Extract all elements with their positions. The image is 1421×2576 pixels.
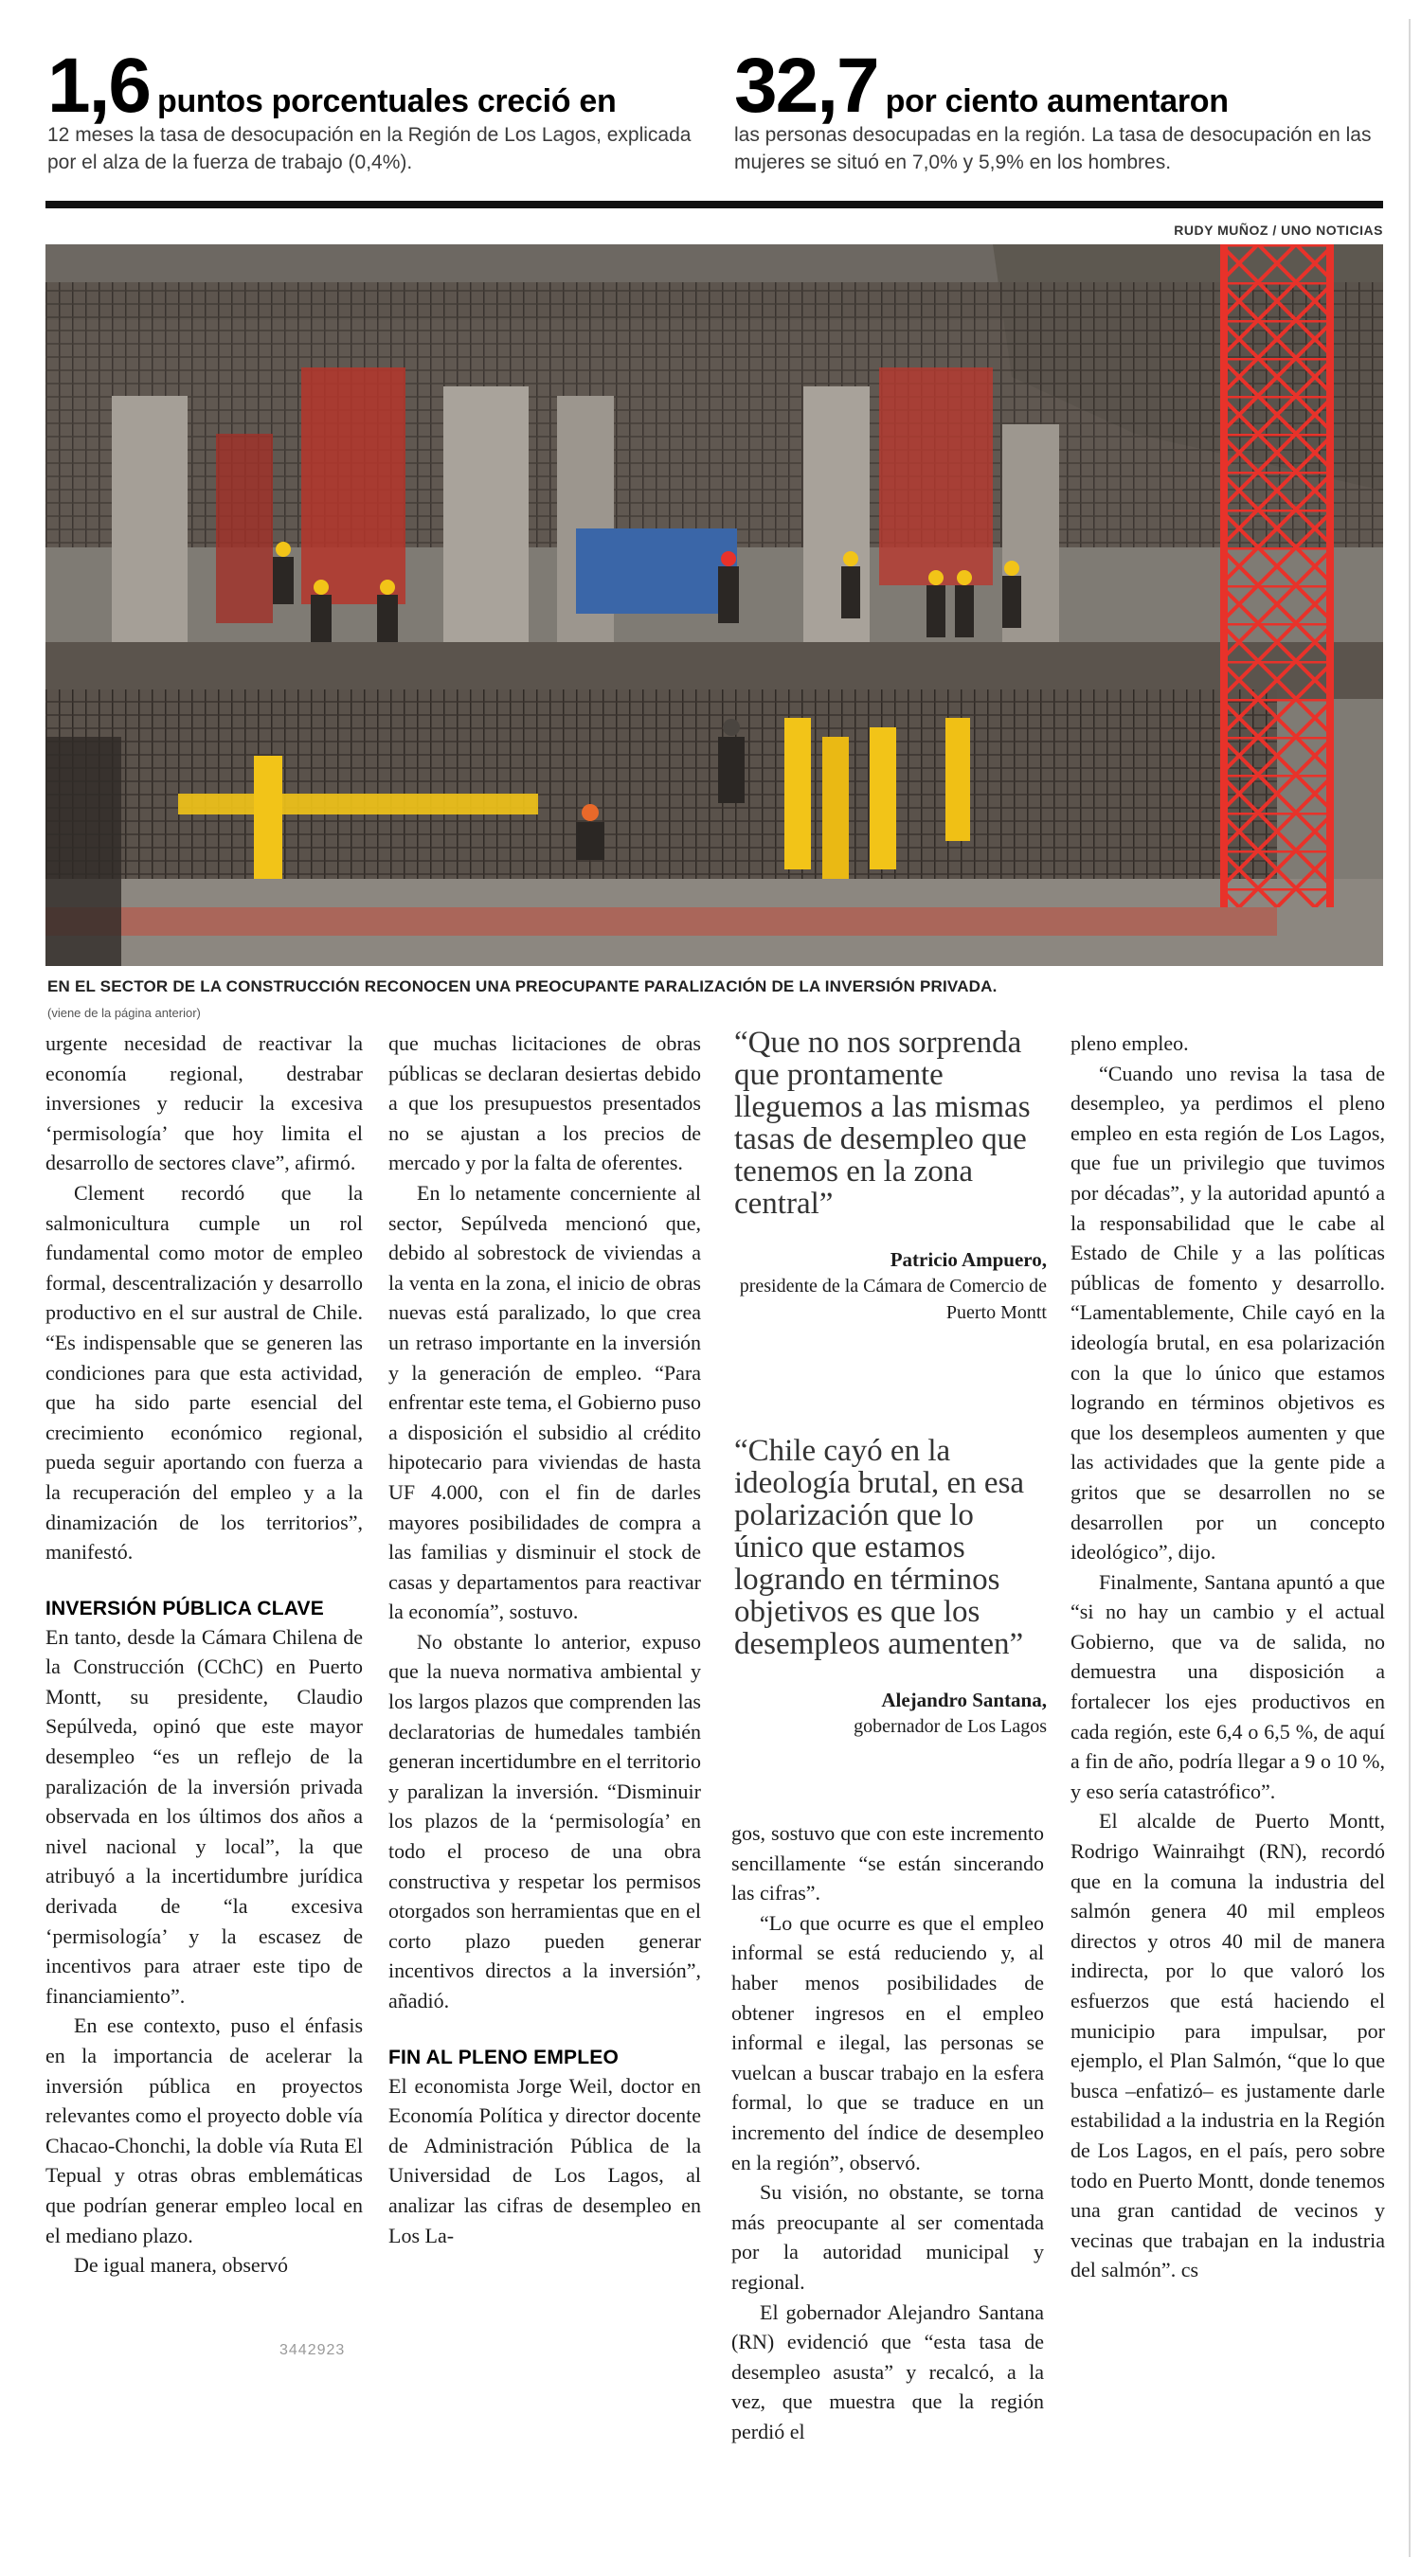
paragraph: “Lo que ocurre es que el empleo informal se está reduciendo y, al haber menos posibilidades de obtener ingresos en el empleo informal e ilegal, las personas se vuelcan a buscar trabajo en la esfera formal, lo que se traduce en un incremento del índice de desempleo en la región”, observó. xyxy=(731,1910,1044,2174)
quote-text: “Que no nos sorprenda que prontamente lleguemos a las mismas tasas de desempleo que tenemos en la zona central” xyxy=(734,1026,1031,1221)
paragraph: En tanto, desde la Cámara Chilena de la Construcción (CChC) en Puerto Montt, su presidente, Claudio Sepúlveda, opinó que este mayor desempleo “es un reflejo de la paralización de la inversión privada observada en los últimos dos años a nivel nacional y local”, la que atribuyó a la incertidumbre jurídica derivada de “la excesiva ‘permisología’ y la escasez de incentivos para atraer este tipo de financiamiento”. xyxy=(45,1624,363,2008)
article-column-4 xyxy=(1070,1029,1385,2285)
stat-label: puntos porcentuales creció en xyxy=(157,83,617,119)
end-mark: cs xyxy=(1180,2258,1199,2282)
subheading: FIN AL PLENO EMPLEO xyxy=(388,2046,619,2068)
quote-text: “Chile cayó en la ideología brutal, en esa polarización que lo único que estamos logrando en términos objetivos es que los desempleos aumenten” xyxy=(734,1434,1025,1661)
stat-label: por ciento aumentaron xyxy=(885,83,1229,119)
paragraph: El gobernador Alejandro Santana (RN) evidenció que “esta tasa de desempleo asusta” y recalcó, a la vez, que muestra que la región perdió el xyxy=(731,2299,1044,2443)
header-rule xyxy=(45,201,1383,208)
paragraph: El economista Jorge Weil, doctor en Economía Política y director docente de Administración Pública de la Universidad de Los Lagos, al analizar las cifras de desempleo en Los La- xyxy=(388,2073,701,2247)
pull-quote-ampuero xyxy=(734,1027,1047,1326)
paragraph: Clement recordó que la salmonicultura cumple un rol fundamental como motor de empleo formal, descentralización y desarrollo productivo en el sur austral de Chile. “Es indispensable que se generen las condiciones para que esta actividad, que ha sido parte esencial del crecimiento económico regional, pueda seguir aportando con fuerza a la recuperación del empleo y a la dinamización de los territorios”, manifestó. xyxy=(45,1180,363,1565)
continued-note: (viene de la página anterior) xyxy=(47,1006,201,1020)
quote-role: gobernador de Los Lagos xyxy=(854,1716,1047,1737)
pull-quote-santana xyxy=(734,1435,1047,1740)
quote-role: presidente de la Cámara de Comercio de Puerto Montt xyxy=(739,1276,1047,1323)
stat-number: 32,7 xyxy=(734,43,878,129)
stat-block-unemployment-rate xyxy=(47,43,692,176)
paragraph xyxy=(1070,1806,1385,2285)
article-column-1 xyxy=(45,1029,363,2281)
paragraph: En lo netamente concerniente al sector, Sepúlveda mencionó que, debido al sobrestock de viviendas a la venta en la zona, el inicio de obras nuevas está paralizado, lo que crea un retraso importante en la inversión y la generación de empleo. “Para enfrentar este tema, el Gobierno puso a disposición el subsidio al crédito hipotecario para viviendas de hasta UF 4.000, con el fin de darles mayores posibilidades de compra a las familias y disminuir el stock de casas y departamentos para reactivar la economía”, sostuvo. xyxy=(388,1180,701,1624)
page-margin-rule xyxy=(1409,19,1411,2557)
article-column-3 xyxy=(731,1818,1044,2446)
stat-description: las personas desocupadas en la región. La tasa de desocupación en las mujeres se situó en 7,0% y 5,9% en los hombres. xyxy=(734,124,1372,173)
subheading: INVERSIÓN PÚBLICA CLAVE xyxy=(45,1597,324,1619)
watermark-id: 3442923 xyxy=(279,2342,346,2358)
quote-author: Alejandro Santana, xyxy=(881,1689,1047,1711)
paragraph: urgente necesidad de reactivar la economía regional, destrabar inversiones y reducir la excesiva ‘permisología’ que hoy limita el desarrollo de sectores clave”, afirmó. xyxy=(45,1031,363,1175)
paragraph-text: El alcalde de Puerto Montt, Rodrigo Wainraihgt (RN), recordó que en la comuna la industria del salmón genera 40 mil empleos directos y otros 40 mil de manera indirecta, por lo que valoró los esfuerzos que está haciendo el municipio para impulsar, por ejemplo, el Plan Salmón, “que lo que busca –enfatizó– es justamente darle estabilidad a la industria en la Región de Los Lagos, en el país, pero sobre todo en Puerto Montt, donde tenemos una gran cantidad de vecinos y vecinas que trabajan en la industria del salmón”. xyxy=(1070,1809,1385,2282)
stat-block-unemployed-people xyxy=(734,43,1388,176)
photo-caption: EN EL SECTOR DE LA CONSTRUCCIÓN RECONOCEN UNA PREOCUPANTE PARALIZACIÓN DE LA INVERSIÓN PRIVADA. xyxy=(47,977,998,995)
paragraph: que muchas licitaciones de obras públicas se declaran desiertas debido a que los presupuestos presentados no se ajustan a los precios de mercado y por la falta de oferentes. xyxy=(388,1031,701,1175)
construction-site-photo xyxy=(45,244,1383,966)
stat-number: 1,6 xyxy=(47,43,150,129)
paragraph: Finalmente, Santana apuntó a que “si no hay un cambio y el actual Gobierno, que va de salida, no demuestra una disposición a fortalecer los ejes productivos en cada región, este 6,4 o 6,5 %, de aquí a fin de año, podría llegar a 9 o 10 %, y eso sería catastrófico”. xyxy=(1070,1569,1385,1803)
article-column-2 xyxy=(388,1029,701,2250)
stat-description: 12 meses la tasa de desocupación en la Región de Los Lagos, explicada por el alza de la fuerza de trabajo (0,4%). xyxy=(47,124,692,173)
photo-credit: RUDY MUÑOZ / UNO NOTICIAS xyxy=(1174,223,1383,238)
paragraph: gos, sostuvo que con este incremento sencillamente “se están sincerando las cifras”. xyxy=(731,1821,1044,1905)
paragraph: En ese contexto, puso el énfasis en la importancia de acelerar la inversión pública en proyectos relevantes como el proyecto doble vía Chacao-Chonchi, la doble vía Ruta El Tepual y otras obras emblemáticas que podrían generar empleo local en el mediano plazo. xyxy=(45,2013,363,2247)
paragraph: Su visión, no obstante, se torna más preocupante al ser comentada por la autoridad municipal y regional. xyxy=(731,2180,1044,2294)
paragraph: No obstante lo anterior, expuso que la nueva normativa ambiental y los largos plazos que comprenden las declaratorias de humedales también generan incertidumbre en el territorio y paralizan la inversión. “Disminuir los plazos de la ‘permisología’ en todo el proceso de una obra constructiva y respetar los permisos otorgados son herramientas que en el corto plazo pueden generar incentivos directos a la inversión”, añadió. xyxy=(388,1629,701,2012)
paragraph: pleno empleo. xyxy=(1070,1031,1189,1055)
paragraph: De igual manera, observó xyxy=(74,2253,289,2278)
paragraph: “Cuando uno revisa la tasa de desempleo, ya perdimos el pleno empleo en esta región de Los Lagos, que fue un privilegio que tuvimos por décadas”, y la autoridad apuntó a la responsabilidad que le cabe al Estado de Chile y a las políticas públicas de fomento y desarrollo. “Lamentablemente, Chile cayó en la ideología brutal, en esa polarización con la que lo único que estamos logrando en términos objetivos es que los desempleos aumenten y que las actividades que la gente pide a gritos que se desarrollen no se desarrollen por un concepto ideológico”, dijo. xyxy=(1070,1061,1385,1565)
quote-author: Patricio Ampuero, xyxy=(890,1248,1047,1271)
